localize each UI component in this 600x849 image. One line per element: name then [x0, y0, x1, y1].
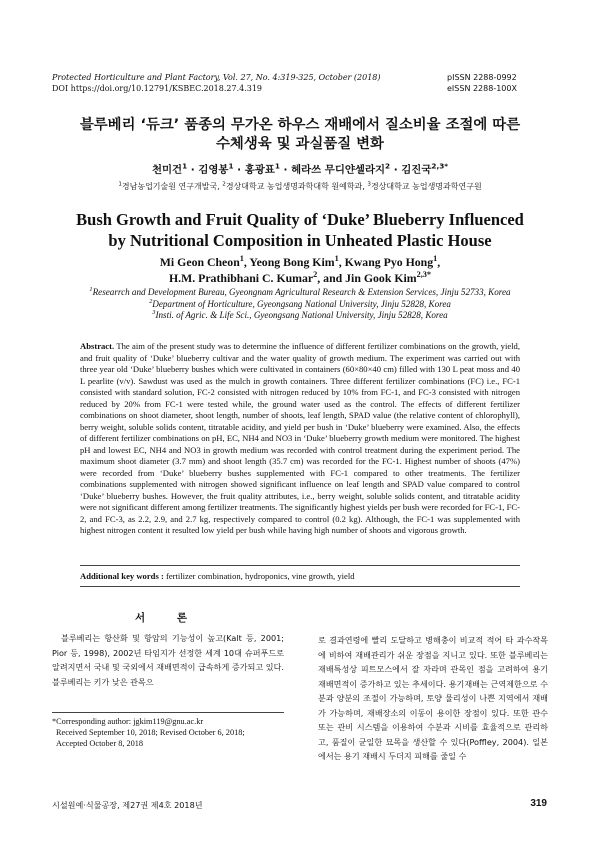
korean-author: 김진국: [401, 164, 432, 176]
footer-journal: 시설원예·식물공장, 제27권 제4호 2018년: [52, 800, 203, 810]
english-author: Kwang Pyo Hong: [344, 255, 434, 269]
divider-bottom: [80, 586, 520, 587]
english-author: H.M. Prathibhani C. Kumar: [168, 271, 314, 285]
english-affiliations: [40, 287, 560, 322]
abstract-text: The aim of the present study was to determine the influence of different fertilizer combinations on the growth, yield, and fruit quality of ‘Duke’ blueberry cultivar and the water quality of growth medium. The experiment was carried out with three year old ‘Duke’ blueberry bushes which were cultivated in containers (60×80×40 cm) filled with 130 L peat moss and 40 L pearlite (v/v). Sawdust was used as the mulch in growth containers. Three different fertilizer combinations (FC) i.e., FC-1 consisted with standard solution, FC-2 consisted with nitrogen reduced by 10% from FC-1, and FC-3 consisted with nitrogen reduced by 20% from FC-1 were tested while, the ground water used as the control. The effects of different fertilizer combinations on shoot diameter, shoot length, number of shoots, leaf length, SPAD value (the relative content of chlorophyll), berry weight, soluble solids content, titratable acidity, and yield per bush in ‘Duke’ blueberry were examined. Also, the effects of different fertilizer combinations on pH, EC, NH4 and NO3 in ‘Duke’ blueberry growth medium were monitored. The highest pH and lowest EC, NH4 and NO3 in growth medium was recorded with control treatment during the experiment period. The maximum shoot diameter (3.7 mm) and shoot length (35.7 cm) was recorded for the FC-1. Highest number of shoots (47%) were recorded from ‘Duke’ blueberry bushes supplemented with FC-1 compared to other treatments. The fertilizer combinations supplemented with nitrogen showed significant influence on leaf length and SPAD value compared to control ‘Duke’ blueberry bushes. However, the fruit quality attributes, i.e., berry weight, soluble solids content, and titratable acidity were not significant different among fertilizer treatments. The significantly highest yields per bush were recorded for FC-1, FC-2, and FC-3, as 2.2, 2.9, and 2.7 kg, respectively compared to control (0.2 kg). Although, the FC-1 was supplemented with highest nitrogen content it resulted low yield per bush while having high number of shoots and vigorous growth.: [80, 341, 520, 535]
affiliation-1: $^1$Researrch and Development Bureau, Gyeongnam Agricultural Research & Extension Services, Jinju 52733, Korea: [89, 285, 511, 297]
footnote: [52, 716, 292, 749]
english-authors: Mi Geon Cheon$^1$, Yeong Bong Kim$^1$, Kwang Pyo Hong$^1$, H.M. Prathibhani C. Kumar$^2$, and Jin Gook Kim$^{2,3*}$: [159, 254, 441, 285]
english-author: Yeong Bong Kim: [249, 255, 335, 269]
accepted-line: Accepted October 8, 2018: [56, 739, 144, 748]
keywords-text: fertilizer combination, hydroponics, vine growth, yield: [165, 571, 355, 581]
english-author: Jin Gook Kim: [345, 271, 417, 285]
korean-authors: 천미건$^1$ · 김영봉$^1$ · 홍광표$^1$ · 헤라쓰 무디얀셀라지$^2$ · 김진국$^{2,3*}$: [151, 161, 449, 176]
intro-right-column: 로 결과연령에 빨리 도달하고 병해충이 비교적 적어 타 과수작목에 비하여 재배관리가 쉬운 장점을 지니고 있다. 또한 블루베리는 재배특성상 피트모스에서 잘 자라며 관목인 점을 고려하여 용기 재배면적이 증가하고 있는 추세이다. 용기재배는 근역제한으로 수분과 양분의 조절이 가능하며, 토양 물리성이 나쁜 지역에서 재배가 가능하며, 재배장소의 이동이 용이한 장점이 있다. 또한 관수 또는 관비 시스템을 이용하여 수분과 시비를 효율적으로 관리하고, 품질이 균일한 묘목을 생산할 수 있다(Poffley, 2004). 일본에서는 용기 재배시 두더지 피해를 줄일 수: [318, 635, 548, 761]
korean-author: 천미건: [151, 164, 183, 176]
footnote-divider: [52, 712, 284, 713]
abstract-label: Abstract.: [80, 341, 115, 351]
korean-author: 헤라쓰 무디얀셀라지: [291, 164, 386, 176]
keywords: [80, 571, 520, 581]
corresponding-author: *Corresponding author: jgkim119@gnu.ac.kr: [52, 717, 204, 726]
abstract: [80, 341, 520, 537]
english-title: [40, 209, 560, 251]
pissn: pISSN 2288-0992: [447, 73, 517, 82]
korean-title: [40, 116, 560, 154]
affiliation-2: $^2$Department of Horticulture, Gyeongsang National University, Jinju 52828, Korea: [149, 297, 451, 309]
intro-left-column: 블루베리는 항산화 및 항암의 기능성이 높고(Kalt 등, 2001; Pior 등, 1998), 2002년 타임지가 선정한 세계 10대 슈퍼푸드로 알려지면서 국내 및 국외에서 재배면적이 급속하게 증가되고 있다. 블루베리는 키가 낮은 관목으: [52, 633, 284, 687]
affiliation-3: $^3$Insti. of Agric. & Life Sci., Gyeongsang National University, Jinju 52828, Korea: [152, 309, 448, 321]
section-heading: 서 론: [135, 612, 201, 624]
divider-top: [80, 565, 520, 566]
eissn: eISSN 2288-100X: [447, 84, 517, 93]
korean-author: 김영봉: [198, 164, 229, 176]
doi-line: DOI https://doi.org/10.12791/KSBEC.2018.27.4.319: [52, 84, 263, 93]
english-author: Mi Geon Cheon: [159, 255, 240, 269]
received-line: Received September 10, 2018; Revised October 6, 2018;: [56, 728, 245, 737]
journal-citation: [52, 72, 382, 94]
korean-affiliations: $^1$경남농업기술원 연구개발국, $^2$경상대학교 농업생명과학대학 원예학과, $^3$경상대학교 농업생명과학연구원: [118, 181, 482, 191]
keywords-label: Additional key words :: [80, 571, 164, 581]
korean-author: 홍광표: [244, 164, 275, 176]
english-title-line1: Bush Growth and Fruit Quality of ‘Duke’ Blueberry Influenced: [76, 210, 524, 229]
korean-title-line1: 블루베리 ‘듀크’ 품종의 무가온 하우스 재배에서 질소비율 조절에 따른: [79, 117, 521, 133]
page-number: 319: [530, 798, 547, 809]
issn-block: [447, 72, 547, 94]
korean-title-line2: 수체생육 및 과실품질 변화: [216, 136, 384, 152]
journal-line: Protected Horticulture and Plant Factory, Vol. 27, No. 4:319-325, October (2018): [52, 73, 381, 82]
english-title-line2: by Nutritional Composition in Unheated Plastic House: [108, 231, 492, 250]
